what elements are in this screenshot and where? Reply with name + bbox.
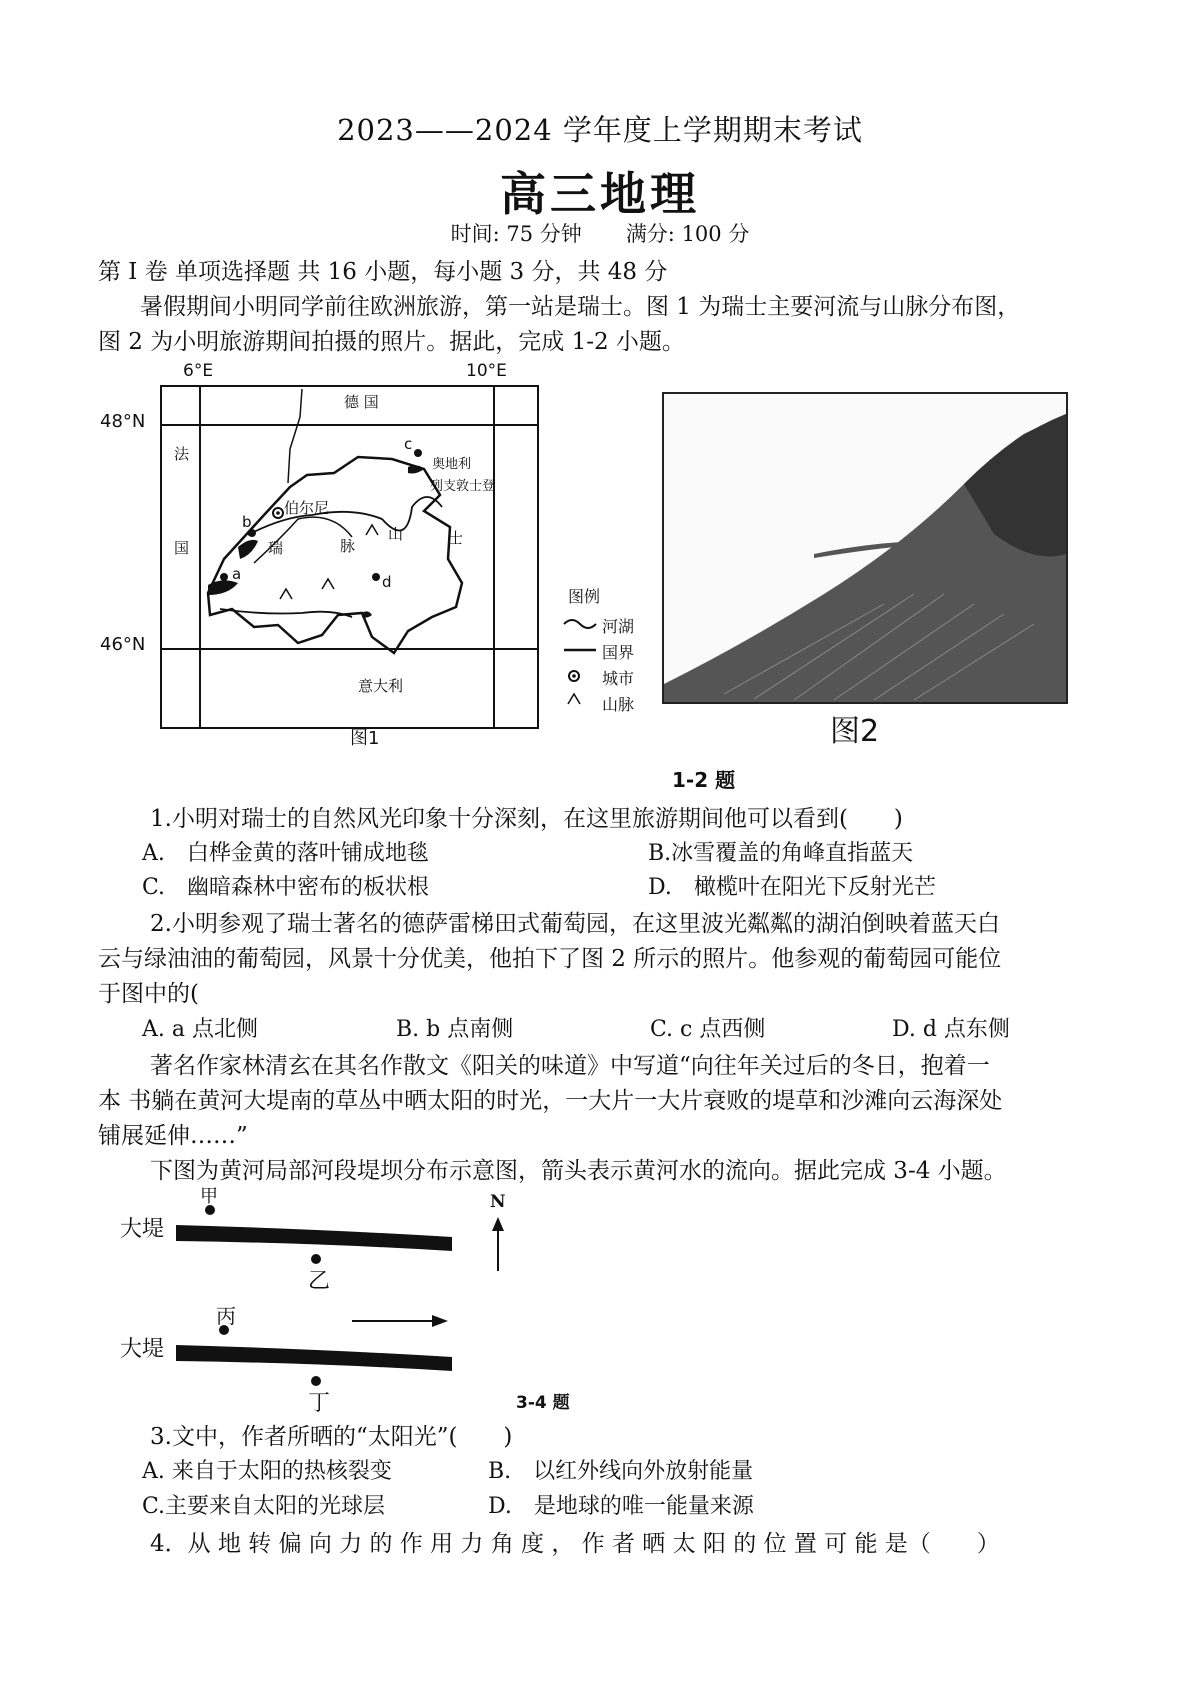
- q1-option-b: B.冰雪覆盖的角峰直指蓝天: [648, 841, 914, 866]
- subject-title: 高三地理: [500, 167, 700, 221]
- q2-option-a: A. a 点北侧: [142, 1017, 258, 1042]
- q3-option-a: A. 来自于太阳的热核裂变: [142, 1459, 392, 1484]
- figure-caption-1-2: 1-2 题: [672, 768, 736, 792]
- lake-constance: [408, 465, 424, 473]
- intro-3-4-line-2: 本 书躺在黄河大堤南的草丛中晒太阳的时光，一大片一大片衰败的堤草和沙滩向云海深处: [98, 1088, 1003, 1114]
- vineyard-photo: [662, 392, 1068, 704]
- north-arrow: [488, 1215, 508, 1273]
- q2-line-2: 云与绿油油的葡萄园，风景十分优美，他拍下了图 2 所示的照片。他参观的葡萄园可能位: [98, 946, 1002, 972]
- legend-river-symbol: [564, 620, 596, 628]
- figure-1-caption: 图1: [350, 728, 380, 749]
- point-bing-label: 丙: [216, 1304, 236, 1328]
- mountain-symbol-3: [280, 589, 292, 599]
- mountain-symbol-2: [322, 579, 334, 589]
- liechtenstein-label: 列支敦士登: [430, 479, 496, 494]
- legend-title: 图例: [568, 587, 601, 606]
- point-c-dot: [414, 449, 422, 457]
- lake-lugano: [362, 611, 372, 617]
- lat-48-label: 48°N: [100, 411, 146, 432]
- flow-arrowhead: [432, 1315, 448, 1327]
- alps-label-mai: 脉: [340, 537, 356, 555]
- exam-time: 时间: 75 分钟: [450, 222, 582, 246]
- map-drawing: [162, 387, 537, 727]
- legend-river: 河湖: [602, 617, 635, 636]
- legend-city: 城市: [602, 669, 635, 688]
- q1-option-a: A. 白桦金黄的落叶铺成地毯: [142, 841, 429, 866]
- q3-option-d: D. 是地球的唯一能量来源: [488, 1494, 754, 1519]
- q2-option-c: C. c 点西侧: [650, 1017, 766, 1042]
- exam-meta: [0, 218, 1200, 248]
- point-jia-label: 甲: [200, 1186, 218, 1207]
- q2-line-3: 于图中的(: [98, 981, 199, 1007]
- dike-label-2: 大堤: [120, 1337, 165, 1362]
- italy-label: 意大利: [358, 677, 404, 695]
- figure-2-caption: 图2: [830, 714, 880, 749]
- q1-option-d: D. 橄榄叶在阳光下反射光芒: [648, 875, 936, 900]
- dike-2: [176, 1345, 452, 1371]
- point-d-label: d: [382, 573, 392, 591]
- lat-46-label: 46°N: [100, 634, 146, 655]
- austria-label: 奥地利: [432, 457, 472, 472]
- intro-1-2-line-1: 暑假期间小明同学前往欧洲旅游，第一站是瑞士。图 1 为瑞士主要河流与山脉分布图，: [140, 294, 1021, 320]
- switzerland-map: [160, 385, 539, 729]
- france-label-1: 法: [174, 445, 190, 463]
- legend-border: 国界: [602, 643, 635, 662]
- bern-label: 伯尔尼: [284, 499, 330, 517]
- mountain-symbol-1: [366, 525, 378, 535]
- q2-option-b: B. b 点南侧: [396, 1017, 514, 1042]
- swiss-label-rui: 瑞: [268, 539, 284, 557]
- point-yi-label: 乙: [308, 1269, 331, 1294]
- point-a-dot: [220, 573, 228, 581]
- q3-stem: 3.文中，作者所晒的“太阳光”( ): [150, 1424, 513, 1450]
- france-label-2: 国: [174, 539, 190, 557]
- lon-10-label: 10°E: [466, 361, 507, 381]
- section-heading: 第 I 卷 单项选择题 共 16 小题，每小题 3 分，共 48 分: [98, 259, 668, 285]
- alps-label-shan: 山: [388, 525, 404, 543]
- swiss-label-shi: 士: [448, 529, 464, 547]
- q2-line-1: 2.小明参观了瑞士著名的德萨雷梯田式葡萄园，在这里波光粼粼的湖泊倒映着蓝天白: [150, 911, 1000, 937]
- point-d-dot: [372, 573, 380, 581]
- point-ding-label: 丁: [308, 1391, 331, 1416]
- q3-option-b: B. 以红外线向外放射能量: [488, 1459, 754, 1484]
- intro-3-4-line-4: 下图为黄河局部河段堤坝分布示意图，箭头表示黄河水的流向。据此完成 3-4 小题。: [150, 1158, 1007, 1184]
- figure-caption-3-4: 3-4 题: [516, 1393, 570, 1413]
- bern-city-dot: [276, 511, 280, 515]
- exam-score: 满分: 100 分: [625, 222, 750, 246]
- north-label: N: [490, 1192, 506, 1212]
- german-border: [288, 389, 302, 483]
- q1-stem: 1.小明对瑞士的自然风光印象十分深刻，在这里旅游期间他可以看到( ): [150, 806, 903, 832]
- q2-option-d: D. d 点东侧: [892, 1017, 1010, 1042]
- germany-label: 德 国: [344, 393, 379, 411]
- point-a-label: a: [232, 565, 242, 583]
- point-ding-dot: [311, 1376, 321, 1386]
- lake-neuchatel: [238, 540, 258, 559]
- legend-mountain-symbol: [568, 694, 580, 704]
- legend-symbols: [562, 612, 598, 712]
- legend-mountain: 山脉: [602, 695, 635, 714]
- point-yi-dot: [311, 1254, 321, 1264]
- intro-1-2-line-2: 图 2 为小明旅游期间拍摄的照片。据此，完成 1-2 小题。: [98, 329, 685, 355]
- lon-6-label: 6°E: [183, 361, 214, 381]
- exam-title: 2023——2024 学年度上学期期末考试: [337, 113, 863, 147]
- q4-stem: 4．从 地 转 偏 向 力 的 作 用 力 角 度 ， 作 者 晒 太 阳 的 位 置 可 能 是（ ）: [150, 1531, 1000, 1557]
- photo-drawing: [664, 394, 1066, 702]
- intro-3-4-line-1: 著名作家林清玄在其名作散文《阳关的味道》中写道“向往年关过后的冬日，抱着一: [150, 1053, 990, 1079]
- dike-1: [176, 1225, 452, 1251]
- q3-option-c: C.主要来自太阳的光球层: [142, 1494, 386, 1519]
- point-c-label: c: [404, 435, 413, 453]
- q1-option-c: C. 幽暗森林中密布的板状根: [142, 875, 430, 900]
- dike-label-1: 大堤: [120, 1217, 165, 1242]
- point-b-label: b: [242, 513, 252, 531]
- intro-3-4-line-3: 铺展延伸……”: [98, 1123, 248, 1149]
